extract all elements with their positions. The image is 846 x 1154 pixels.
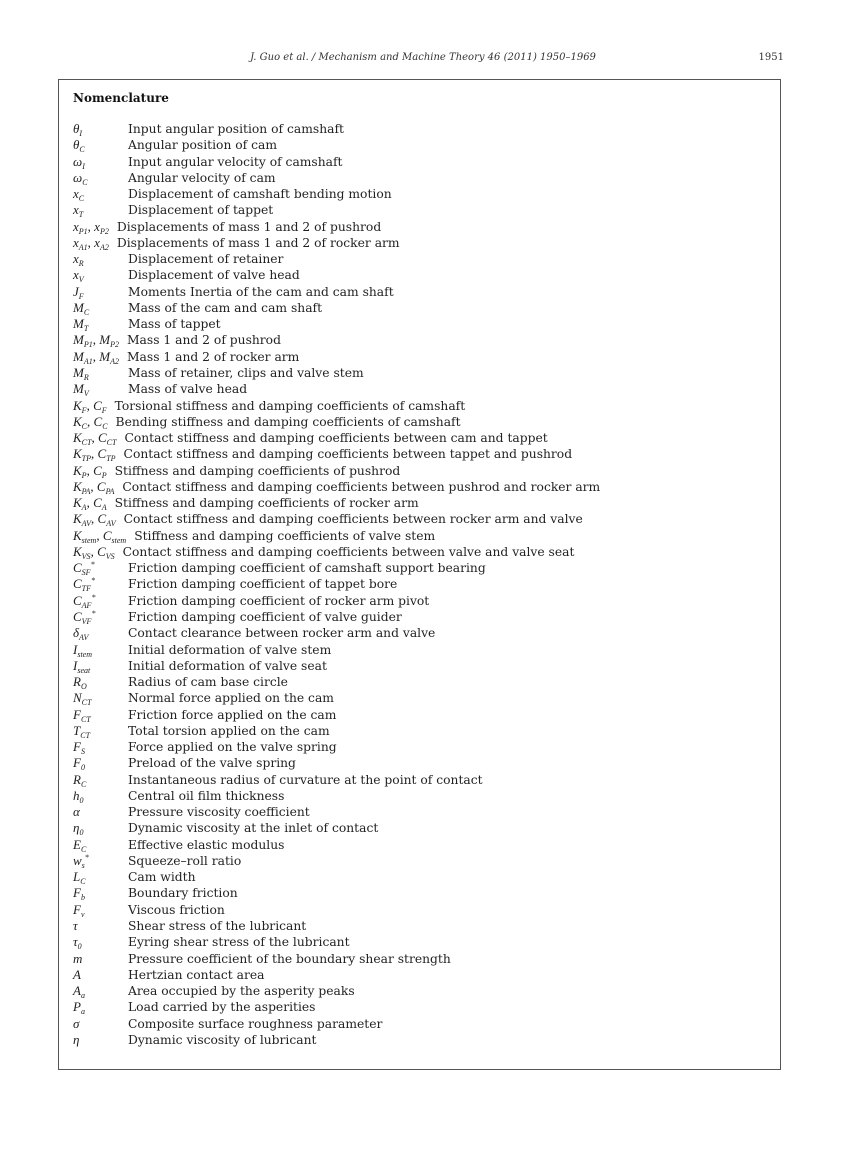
- nomenclature-description: Displacements of mass 1 and 2 of pushrod: [116, 219, 382, 234]
- nomenclature-description: Mass 1 and 2 of pushrod: [126, 333, 281, 348]
- symbol-primary: $M_T$: [73, 316, 89, 334]
- nomenclature-symbol: $K_A$, $C_A$: [73, 495, 107, 513]
- nomenclature-row: [0, 707, 846, 723]
- symbol-primary: $C_{AF}^*$: [73, 592, 96, 610]
- nomenclature-row: [0, 300, 846, 316]
- nomenclature-symbol: [73, 951, 82, 967]
- nomenclature-description: Pressure coefficient of the boundary shear strength: [128, 951, 451, 966]
- nomenclature-symbol: $M_{P1}$, $M_{P2}$: [73, 332, 119, 350]
- nomenclature-description: Friction damping coefficient of camshaft support bearing: [128, 561, 486, 576]
- nomenclature-row: [0, 674, 846, 690]
- nomenclature-description: Torsional stiffness and damping coefficients of camshaft: [114, 398, 466, 413]
- nomenclature-symbol: [73, 186, 84, 202]
- symbol-primary: $\omega_I$: [73, 153, 85, 171]
- symbol-primary: $I_{stem}$: [73, 641, 93, 659]
- nomenclature-symbol: [73, 869, 86, 885]
- symbol-primary: $K_P$: [73, 462, 87, 480]
- symbol-primary: $C_{TF}^*$: [73, 576, 96, 594]
- nomenclature-symbol: [73, 121, 82, 137]
- nomenclature-description: Initial deformation of valve seat: [128, 658, 327, 673]
- nomenclature-symbol: $K_{stem}$, $C_{stem}$: [73, 527, 127, 545]
- nomenclature-symbol: [73, 967, 81, 983]
- nomenclature-symbol: [73, 707, 91, 723]
- nomenclature-row: [0, 967, 846, 983]
- nomenclature-row: [0, 430, 846, 446]
- nomenclature-description: Bending stiffness and damping coefficients of camshaft: [115, 414, 461, 429]
- symbol-secondary: $C_{TP}$: [97, 446, 116, 464]
- symbol-primary: σ: [73, 1015, 80, 1031]
- nomenclature-row: [0, 170, 846, 186]
- nomenclature-row: [0, 690, 846, 706]
- nomenclature-symbol: [73, 918, 78, 934]
- nomenclature-description: Displacement of tappet: [128, 203, 274, 218]
- nomenclature-row: [0, 739, 846, 755]
- page-number: 1951: [758, 52, 784, 63]
- nomenclature-symbol: [73, 1032, 79, 1048]
- nomenclature-symbol: $K_{AV}$, $C_{AV}$: [73, 511, 116, 529]
- nomenclature-row: [0, 202, 846, 218]
- nomenclature-row: [0, 755, 846, 771]
- symbol-primary: $M_V$: [73, 381, 89, 399]
- symbol-primary: $L_C$: [73, 869, 86, 887]
- nomenclature-row: [0, 804, 846, 820]
- nomenclature-description: Eyring shear stress of the lubricant: [128, 935, 350, 950]
- symbol-primary: $P_a$: [73, 999, 85, 1017]
- nomenclature-description: Boundary friction: [128, 886, 238, 901]
- nomenclature-description: Stiffness and damping coefficients of valve stem: [134, 528, 436, 543]
- nomenclature-row: [0, 658, 846, 674]
- symbol-secondary: $C_F$: [93, 397, 107, 415]
- symbol-primary: $\theta_C$: [73, 137, 85, 155]
- nomenclature-symbol: $K_P$, $C_P$: [73, 462, 107, 480]
- nomenclature-symbol: [73, 381, 89, 397]
- symbol-primary: $M_{P1}$: [73, 332, 93, 350]
- nomenclature-description: Contact clearance between rocker arm and valve: [128, 626, 436, 641]
- symbol-primary: $x_V$: [73, 267, 84, 285]
- nomenclature-description: Mass of valve head: [128, 382, 248, 397]
- nomenclature-description: Mass of retainer, clips and valve stem: [128, 365, 364, 380]
- nomenclature-symbol: [73, 837, 86, 853]
- symbol-primary: $K_{AV}$: [73, 511, 92, 529]
- nomenclature-symbol: [73, 251, 84, 267]
- nomenclature-description: Viscous friction: [128, 902, 225, 917]
- nomenclature-row: [0, 267, 846, 283]
- nomenclature-description: Moments Inertia of the cam and cam shaft: [128, 284, 394, 299]
- nomenclature-row: [0, 853, 846, 869]
- symbol-primary: $I_{seat}$: [73, 657, 91, 675]
- nomenclature-row: [0, 642, 846, 658]
- nomenclature-row: [0, 934, 846, 950]
- nomenclature-symbol: [73, 576, 95, 592]
- nomenclature-description: Displacement of valve head: [128, 268, 300, 283]
- nomenclature-description: Contact stiffness and damping coefficients between pushrod and rocker arm: [122, 479, 601, 494]
- symbol-primary: $F_b$: [73, 885, 85, 903]
- symbol-secondary: $C_A$: [93, 495, 107, 513]
- symbol-primary: $M_C$: [73, 299, 90, 317]
- nomenclature-symbol: $M_{A1}$, $M_{A2}$: [73, 348, 119, 366]
- nomenclature-description: Total torsion applied on the cam: [128, 723, 330, 738]
- nomenclature-row: [0, 235, 846, 251]
- nomenclature-symbol: $K_F$, $C_F$: [73, 397, 107, 415]
- symbol-secondary: $C_{AV}$: [97, 511, 116, 529]
- nomenclature-row: [0, 463, 846, 479]
- symbol-primary: $w_s^*$: [73, 852, 89, 870]
- running-header: [0, 52, 846, 68]
- nomenclature-row: [0, 365, 846, 381]
- nomenclature-symbol: [73, 755, 85, 771]
- symbol-primary: $K_{TP}$: [73, 446, 92, 464]
- symbol-primary: $K_{stem}$: [73, 527, 97, 545]
- nomenclature-row: [0, 576, 846, 592]
- journal-citation: J. Guo et al. / Mechanism and Machine Theory 46 (2011) 1950–1969: [250, 52, 596, 63]
- symbol-primary: $x_R$: [73, 251, 84, 269]
- symbol-primary: $\tau_0$: [73, 934, 82, 952]
- nomenclature-description: Initial deformation of valve stem: [128, 642, 332, 657]
- nomenclature-row: [0, 414, 846, 430]
- nomenclature-symbol: [73, 674, 87, 690]
- nomenclature-row: [0, 284, 846, 300]
- nomenclature-symbol: [73, 267, 84, 283]
- nomenclature-row: [0, 772, 846, 788]
- nomenclature-description: Input angular position of camshaft: [128, 122, 344, 136]
- symbol-primary: $x_T$: [73, 202, 84, 220]
- nomenclature-row: [0, 788, 846, 804]
- symbol-primary: η: [73, 1031, 80, 1047]
- symbol-primary: $x_C$: [73, 186, 85, 204]
- symbol-primary: $K_{VS}$: [73, 543, 91, 561]
- nomenclature-symbol: [73, 154, 85, 170]
- symbol-primary: $\delta_{AV}$: [73, 625, 89, 643]
- nomenclature-row: [0, 869, 846, 885]
- symbol-primary: $F_0$: [73, 755, 85, 773]
- nomenclature-row: [0, 885, 846, 901]
- nomenclature-symbol: $K_{VS}$, $C_{VS}$: [73, 543, 115, 561]
- nomenclature-row: [0, 625, 846, 641]
- nomenclature-symbol: $K_C$, $C_C$: [73, 413, 108, 431]
- symbol-primary: A: [73, 966, 81, 982]
- symbol-primary: $\eta_0$: [73, 820, 84, 838]
- nomenclature-description: Displacement of camshaft bending motion: [128, 187, 392, 202]
- nomenclature-symbol: [73, 902, 85, 918]
- symbol-primary: $J_F$: [73, 283, 84, 301]
- nomenclature-description: Force applied on the valve spring: [128, 740, 337, 755]
- nomenclature-symbol: $x_{P1}$, $x_{P2}$: [73, 218, 109, 236]
- nomenclature-symbol: [73, 625, 88, 641]
- nomenclature-symbol: [73, 1016, 79, 1032]
- nomenclature-symbol: [73, 202, 83, 218]
- nomenclature-symbol: [73, 788, 84, 804]
- nomenclature-row: [0, 1032, 846, 1048]
- nomenclature-symbol: $K_{CT}$, $C_{CT}$: [73, 430, 117, 448]
- nomenclature-row: [0, 837, 846, 853]
- nomenclature-description: Instantaneous radius of curvature at the point of contact: [128, 772, 483, 787]
- symbol-primary: $K_{PA}$: [73, 478, 91, 496]
- nomenclature-row: [0, 560, 846, 576]
- symbol-primary: $E_C$: [73, 836, 87, 854]
- nomenclature-description: Angular velocity of cam: [128, 170, 276, 185]
- nomenclature-row: [0, 186, 846, 202]
- nomenclature-description: Friction damping coefficient of rocker arm pivot: [128, 593, 430, 608]
- nomenclature-description: Stiffness and damping coefficients of pushrod: [114, 463, 401, 478]
- nomenclature-row: [0, 316, 846, 332]
- nomenclature-description: Dynamic viscosity of lubricant: [128, 1032, 317, 1047]
- nomenclature-row: [0, 349, 846, 365]
- symbol-primary: $\theta_I$: [73, 121, 83, 138]
- nomenclature-description: Load carried by the asperities: [128, 1000, 316, 1015]
- nomenclature-symbol: [73, 772, 86, 788]
- nomenclature-description: Angular position of cam: [128, 138, 278, 153]
- symbol-primary: $M_R$: [73, 364, 89, 382]
- symbol-primary: $h_0$: [73, 787, 84, 805]
- symbol-primary: $x_{A1}$: [73, 234, 88, 252]
- nomenclature-description: Pressure viscosity coefficient: [128, 805, 310, 820]
- symbol-primary: $A_a$: [73, 983, 85, 1001]
- nomenclature-symbol: [73, 983, 85, 999]
- symbol-primary: m: [73, 950, 83, 966]
- symbol-primary: τ: [73, 918, 78, 934]
- nomenclature-row: [0, 983, 846, 999]
- symbol-secondary: $C_{CT}$: [97, 430, 117, 448]
- symbol-primary: $\omega_C$: [73, 169, 88, 187]
- symbol-secondary: $C_{stem}$: [102, 527, 127, 545]
- nomenclature-symbol: [73, 609, 95, 625]
- symbol-secondary: $M_{A2}$: [99, 348, 119, 366]
- symbol-primary: $K_F$: [73, 397, 87, 415]
- nomenclature-symbol: $K_{TP}$, $C_{TP}$: [73, 446, 116, 464]
- nomenclature-description: Stiffness and damping coefficients of rocker arm: [114, 496, 419, 511]
- nomenclature-row: [0, 820, 846, 836]
- nomenclature-description: Mass 1 and 2 of rocker arm: [126, 349, 300, 364]
- nomenclature-row: [0, 918, 846, 934]
- symbol-primary: $F_{CT}$: [73, 706, 91, 724]
- nomenclature-description: Radius of cam base circle: [128, 675, 288, 690]
- symbol-secondary: $C_P$: [93, 462, 107, 480]
- nomenclature-title: Nomenclature: [73, 91, 169, 105]
- nomenclature-symbol: [73, 170, 88, 186]
- symbol-secondary: $C_{PA}$: [96, 478, 115, 496]
- nomenclature-row: [0, 951, 846, 967]
- nomenclature-row: [0, 121, 846, 137]
- nomenclature-row: [0, 511, 846, 527]
- nomenclature-row: [0, 381, 846, 397]
- symbol-primary: α: [73, 804, 80, 820]
- nomenclature-description: Friction damping coefficient of valve guider: [128, 609, 402, 624]
- nomenclature-description: Contact stiffness and damping coefficients between tappet and pushrod: [123, 447, 573, 462]
- nomenclature-symbol: [73, 593, 95, 609]
- nomenclature-symbol: $K_{PA}$, $C_{PA}$: [73, 478, 115, 496]
- nomenclature-symbol: [73, 999, 85, 1015]
- nomenclature-row: [0, 219, 846, 235]
- symbol-primary: $K_{CT}$: [73, 430, 92, 448]
- nomenclature-description: Squeeze–roll ratio: [128, 853, 242, 868]
- nomenclature-symbol: [73, 137, 85, 153]
- nomenclature-description: Friction force applied on the cam: [128, 707, 337, 722]
- nomenclature-row: [0, 1016, 846, 1032]
- symbol-primary: $R_C$: [73, 771, 87, 789]
- nomenclature-symbol: [73, 316, 88, 332]
- nomenclature-description: Effective elastic modulus: [128, 837, 285, 852]
- symbol-primary: $K_A$: [73, 495, 87, 513]
- nomenclature-symbol: [73, 560, 95, 576]
- symbol-secondary: $C_C$: [93, 413, 108, 431]
- nomenclature-description: Displacement of retainer: [128, 252, 284, 267]
- nomenclature-row: [0, 544, 846, 560]
- nomenclature-symbol: [73, 365, 89, 381]
- nomenclature-symbol: [73, 820, 83, 836]
- nomenclature-description: Friction damping coefficient of tappet bore: [128, 577, 398, 592]
- nomenclature-symbol: $x_{A1}$, $x_{A2}$: [73, 234, 109, 252]
- nomenclature-description: Contact stiffness and damping coefficients between cam and tappet: [124, 431, 548, 446]
- nomenclature-row: [0, 251, 846, 267]
- nomenclature-list: [0, 121, 846, 1048]
- nomenclature-symbol: [73, 284, 84, 300]
- symbol-primary: $R_O$: [73, 674, 87, 692]
- nomenclature-description: Central oil film thickness: [128, 788, 285, 803]
- symbol-secondary: $x_{A2}$: [94, 234, 109, 252]
- nomenclature-symbol: [73, 804, 80, 820]
- symbol-primary: $T_{CT}$: [73, 722, 91, 740]
- nomenclature-row: [0, 999, 846, 1015]
- nomenclature-row: [0, 593, 846, 609]
- nomenclature-description: Cam width: [128, 870, 196, 885]
- nomenclature-description: Dynamic viscosity at the inlet of contact: [128, 821, 379, 836]
- symbol-primary: $C_{SF}^*$: [73, 560, 95, 578]
- nomenclature-symbol: [73, 690, 91, 706]
- nomenclature-row: [0, 398, 846, 414]
- symbol-primary: $K_C$: [73, 413, 88, 431]
- nomenclature-row: [0, 528, 846, 544]
- nomenclature-description: Shear stress of the lubricant: [128, 919, 307, 934]
- symbol-secondary: $M_{P2}$: [99, 332, 119, 350]
- symbol-secondary: $C_{VS}$: [97, 543, 115, 561]
- nomenclature-description: Mass of tappet: [128, 317, 221, 332]
- nomenclature-description: Displacements of mass 1 and 2 of rocker arm: [116, 235, 400, 250]
- nomenclature-description: Preload of the valve spring: [128, 756, 296, 771]
- nomenclature-symbol: [73, 300, 89, 316]
- nomenclature-row: [0, 902, 846, 918]
- nomenclature-description: Area occupied by the asperity peaks: [128, 984, 355, 999]
- nomenclature-row: [0, 446, 846, 462]
- nomenclature-row: [0, 137, 846, 153]
- nomenclature-description: Contact stiffness and damping coefficients between valve and valve seat: [122, 544, 575, 559]
- nomenclature-symbol: [73, 885, 85, 901]
- nomenclature-symbol: [73, 853, 89, 869]
- nomenclature-description: Composite surface roughness parameter: [128, 1016, 383, 1031]
- nomenclature-row: [0, 479, 846, 495]
- nomenclature-description: Input angular velocity of camshaft: [128, 154, 343, 169]
- nomenclature-symbol: [73, 934, 82, 950]
- nomenclature-symbol: [73, 658, 90, 674]
- symbol-primary: $F_S$: [73, 739, 85, 757]
- nomenclature-symbol: [73, 642, 92, 658]
- nomenclature-row: [0, 609, 846, 625]
- nomenclature-description: Hertzian contact area: [128, 967, 265, 982]
- nomenclature-symbol: [73, 723, 90, 739]
- nomenclature-symbol: [73, 739, 85, 755]
- nomenclature-row: [0, 154, 846, 170]
- nomenclature-description: Normal force applied on the cam: [128, 691, 334, 706]
- symbol-primary: $x_{P1}$: [73, 218, 88, 236]
- nomenclature-description: Mass of the cam and cam shaft: [128, 300, 323, 315]
- nomenclature-description: Contact stiffness and damping coefficients between rocker arm and valve: [123, 512, 583, 527]
- nomenclature-row: [0, 723, 846, 739]
- symbol-primary: $C_{VF}^*$: [73, 608, 96, 626]
- symbol-primary: $N_{CT}$: [73, 690, 92, 708]
- symbol-secondary: $x_{P2}$: [94, 218, 109, 236]
- symbol-primary: $F_v$: [73, 901, 85, 919]
- nomenclature-row: [0, 332, 846, 348]
- nomenclature-row: [0, 495, 846, 511]
- symbol-primary: $M_{A1}$: [73, 348, 93, 366]
